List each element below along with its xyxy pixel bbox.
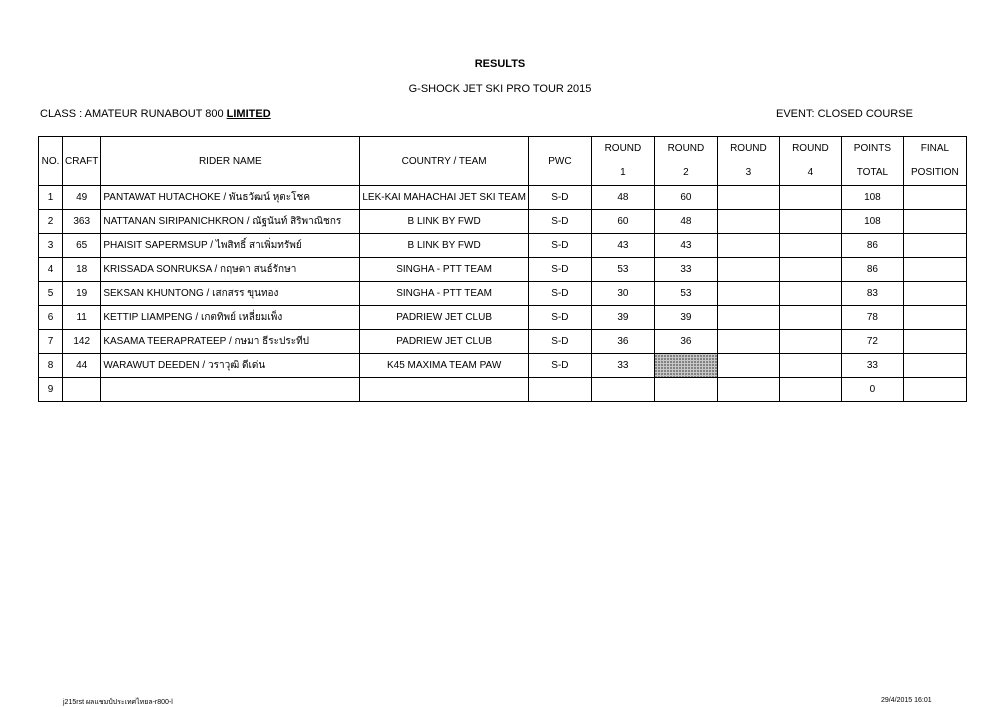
cell-round-2: 48 [654, 210, 717, 234]
round-number: 1 [620, 167, 626, 178]
cell-final [903, 378, 966, 402]
col-header-final-position [903, 137, 966, 186]
cell-round-2: 43 [654, 234, 717, 258]
cell-craft: 363 [63, 210, 101, 234]
cell-round-1: 43 [591, 234, 654, 258]
class-line [40, 108, 271, 120]
round-number: 3 [745, 167, 752, 178]
cell-round-1 [591, 378, 654, 402]
cell-final [903, 282, 966, 306]
cell-final [903, 306, 966, 330]
round-label: ROUND [792, 143, 829, 154]
col-header-round-3 [717, 137, 779, 186]
cell-final [903, 210, 966, 234]
cell-pwc: S-D [528, 330, 591, 354]
cell-rider: WARAWUT DEEDEN / วราวุฒิ ดีเด่น [101, 354, 360, 378]
col-header-craft: CRAFT [63, 137, 101, 186]
page-title: RESULTS [474, 58, 526, 70]
cell-round-4 [779, 354, 841, 378]
cell-total: 78 [841, 306, 903, 330]
col-header-points-total [841, 137, 903, 186]
col-header-round-2 [654, 137, 717, 186]
table-row [39, 234, 967, 258]
cell-round-2: 60 [654, 186, 717, 210]
cell-final [903, 186, 966, 210]
cell-round-3 [717, 378, 779, 402]
cell-rider: SEKSAN KHUNTONG / เสกสรร ขุนทอง [101, 282, 360, 306]
total-label: TOTAL [856, 167, 889, 178]
cell-total: 108 [841, 210, 903, 234]
table-header-row [39, 137, 967, 186]
cell-round-4 [779, 258, 841, 282]
col-header-round-1 [591, 137, 654, 186]
cell-round-2: 36 [654, 330, 717, 354]
cell-round-4 [779, 378, 841, 402]
cell-round-1: 48 [591, 186, 654, 210]
table-row [39, 186, 967, 210]
table-row [39, 354, 967, 378]
table-row [39, 210, 967, 234]
cell-total: 86 [841, 234, 903, 258]
cell-round-3 [717, 306, 779, 330]
cell-craft: 142 [63, 330, 101, 354]
col-header-round-4 [779, 137, 841, 186]
cell-pwc: S-D [528, 186, 591, 210]
cell-rider: KASAMA TEERAPRATEEP / กษมา ธีระประทีป [101, 330, 360, 354]
cell-round-1: 33 [591, 354, 654, 378]
cell-round-3 [717, 210, 779, 234]
cell-no: 6 [39, 306, 63, 330]
cell-round-2 [654, 378, 717, 402]
footer-filename: j215rst ผลแชมป์ประเทศไทยล-r800-l [63, 699, 173, 706]
cell-pwc [528, 378, 591, 402]
cell-craft: 19 [63, 282, 101, 306]
cell-no: 4 [39, 258, 63, 282]
cell-round-4 [779, 330, 841, 354]
class-label: CLASS : AMATEUR RUNABOUT 800 [40, 108, 227, 120]
cell-country: B LINK BY FWD [360, 210, 529, 234]
table-row [39, 378, 967, 402]
cell-pwc: S-D [528, 282, 591, 306]
cell-country: LEK-KAI MAHACHAI JET SKI TEAM [360, 186, 529, 210]
cell-country: SINGHA - PTT TEAM [360, 282, 529, 306]
cell-final [903, 234, 966, 258]
cell-rider: PHAISIT SAPERMSUP / ไพสิทธิ์ สาเพิ่มทรัพย์ [101, 234, 360, 258]
cell-round-4 [779, 234, 841, 258]
cell-craft: 49 [63, 186, 101, 210]
cell-round-3 [717, 282, 779, 306]
cell-round-2: 39 [654, 306, 717, 330]
cell-craft: 65 [63, 234, 101, 258]
cell-country: B LINK BY FWD [360, 234, 529, 258]
cell-final [903, 258, 966, 282]
cell-total: 72 [841, 330, 903, 354]
table-row [39, 258, 967, 282]
round-label: ROUND [730, 143, 767, 154]
cell-craft: 18 [63, 258, 101, 282]
cell-round-2: 53 [654, 282, 717, 306]
table-row [39, 330, 967, 354]
round-number: 2 [683, 167, 689, 178]
cell-pwc: S-D [528, 354, 591, 378]
cell-no: 7 [39, 330, 63, 354]
cell-country: SINGHA - PTT TEAM [360, 258, 529, 282]
cell-round-3 [717, 234, 779, 258]
cell-pwc: S-D [528, 258, 591, 282]
class-limited-label: LIMITED [226, 108, 271, 120]
event-label: EVENT: CLOSED COURSE [776, 108, 913, 120]
cell-round-1: 53 [591, 258, 654, 282]
cell-round-1: 60 [591, 210, 654, 234]
cell-round-4 [779, 210, 841, 234]
cell-total: 86 [841, 258, 903, 282]
cell-total: 0 [841, 378, 903, 402]
cell-no: 5 [39, 282, 63, 306]
cell-rider: KRISSADA SONRUKSA / กฤษดา สนธ์รักษา [101, 258, 360, 282]
cell-final [903, 354, 966, 378]
cell-no: 2 [39, 210, 63, 234]
cell-round-2-shaded [654, 354, 717, 378]
col-header-pwc: PWC [528, 137, 591, 186]
table-row [39, 282, 967, 306]
cell-round-3 [717, 186, 779, 210]
cell-pwc: S-D [528, 234, 591, 258]
cell-pwc: S-D [528, 210, 591, 234]
cell-country: PADRIEW JET CLUB [360, 306, 529, 330]
cell-round-4 [779, 306, 841, 330]
cell-no: 1 [39, 186, 63, 210]
cell-round-1: 36 [591, 330, 654, 354]
cell-craft [63, 378, 101, 402]
results-table [38, 136, 967, 402]
cell-rider: NATTANAN SIRIPANICHKRON / ณัฐนันท์ สิริพาณิชกร [101, 210, 360, 234]
cell-craft: 11 [63, 306, 101, 330]
cell-no: 9 [39, 378, 63, 402]
cell-rider: KETTIP LIAMPENG / เกตทิพย์ เหลี่ยมเพ็ง [101, 306, 360, 330]
cell-round-3 [717, 330, 779, 354]
cell-country: K45 MAXIMA TEAM PAW [360, 354, 529, 378]
cell-round-1: 39 [591, 306, 654, 330]
final-label: FINAL [920, 143, 950, 154]
cell-pwc: S-D [528, 306, 591, 330]
col-header-rider: RIDER NAME [101, 137, 360, 186]
cell-round-4 [779, 282, 841, 306]
cell-round-3 [717, 258, 779, 282]
cell-round-3 [717, 354, 779, 378]
cell-craft: 44 [63, 354, 101, 378]
points-label: POINTS [853, 143, 892, 154]
round-label: ROUND [667, 143, 705, 154]
position-label: POSITION [911, 167, 959, 178]
cell-rider [101, 378, 360, 402]
col-header-country: COUNTRY / TEAM [360, 137, 529, 186]
event-series-title: G-SHOCK JET SKI PRO TOUR 2015 [408, 83, 592, 95]
cell-total: 83 [841, 282, 903, 306]
cell-round-2: 33 [654, 258, 717, 282]
cell-country: PADRIEW JET CLUB [360, 330, 529, 354]
cell-round-1: 30 [591, 282, 654, 306]
table-row [39, 306, 967, 330]
footer-timestamp: 29/4/2015 16:01 [881, 697, 932, 704]
cell-round-4 [779, 186, 841, 210]
cell-no: 8 [39, 354, 63, 378]
round-label: ROUND [604, 143, 642, 154]
cell-total: 33 [841, 354, 903, 378]
cell-no: 3 [39, 234, 63, 258]
cell-final [903, 330, 966, 354]
cell-country [360, 378, 529, 402]
col-header-no: NO. [39, 137, 63, 186]
round-number: 4 [807, 167, 814, 178]
cell-rider: PANTAWAT HUTACHOKE / พันธวัฒน์ หุตะโชค [101, 186, 360, 210]
cell-total: 108 [841, 186, 903, 210]
